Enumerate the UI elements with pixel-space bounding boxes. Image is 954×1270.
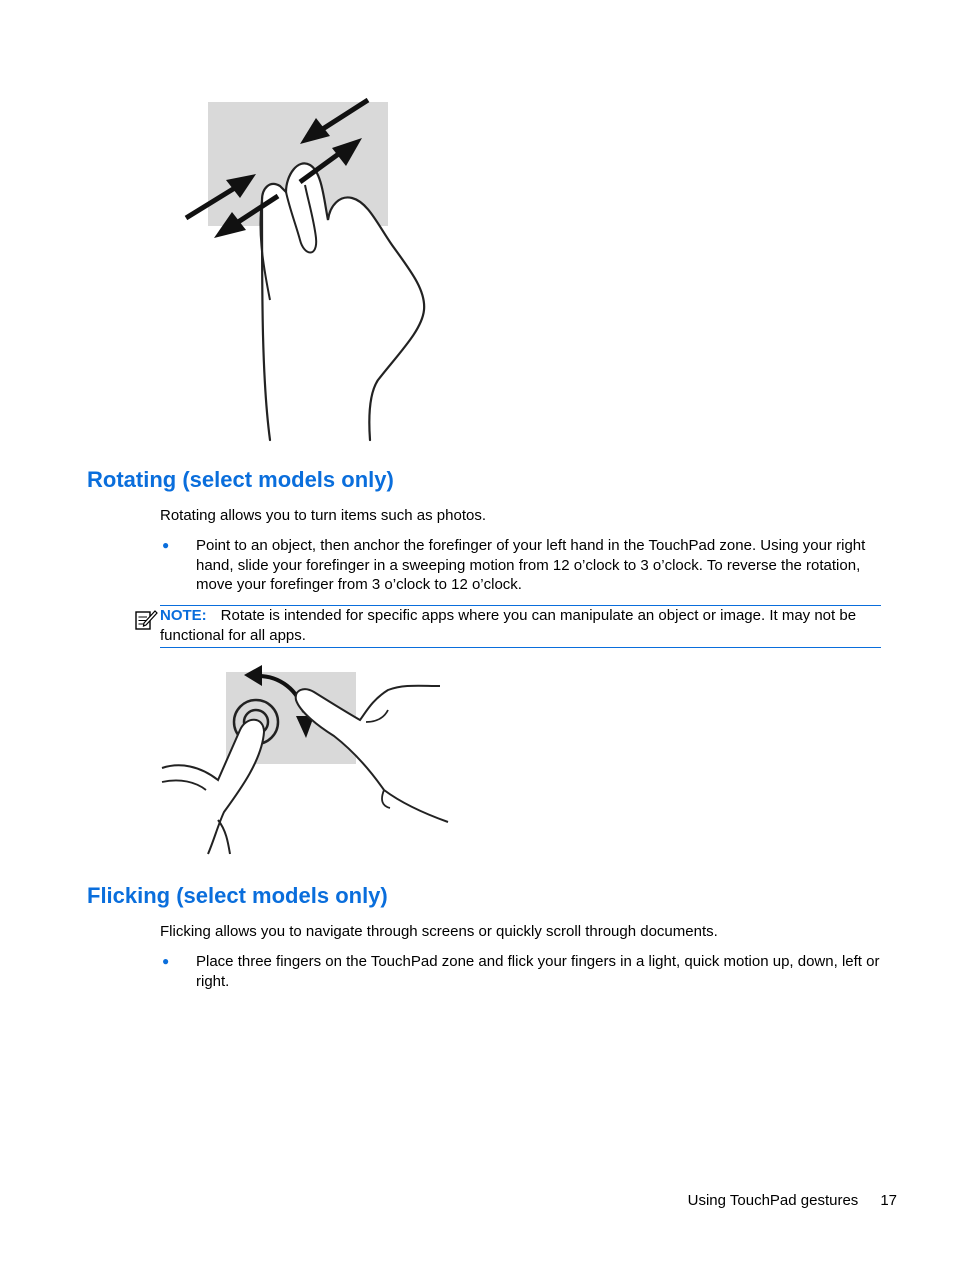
hand-outline <box>262 163 424 440</box>
pinch-zoom-gesture-illustration <box>180 95 440 445</box>
list-item <box>160 536 882 595</box>
note-label: NOTE: <box>160 607 207 624</box>
note-pencil-icon <box>134 608 158 632</box>
note-text: Rotate is intended for specific apps where you can manipulate an object or image. It may not be functional for all apps. <box>160 607 857 644</box>
bullet-icon: ● <box>162 954 170 968</box>
section-heading-rotating: Rotating (select models only) <box>87 467 394 492</box>
note-box <box>160 605 881 648</box>
rotating-intro: Rotating allows you to turn items such as photos. <box>160 507 487 524</box>
flicking-bullet-text: Place three fingers on the TouchPad zone and flick your fingers in a light, quick motion up, down, left or right. <box>196 953 880 990</box>
bullet-icon: ● <box>162 538 170 552</box>
rotate-gesture-illustration <box>158 660 453 858</box>
flicking-intro: Flicking allows you to navigate through screens or quickly scroll through documents. <box>160 923 718 940</box>
left-hand-finger <box>162 720 264 854</box>
footer-title: Using TouchPad gestures <box>687 1192 859 1209</box>
page-footer <box>688 1191 897 1211</box>
rotating-bullet-text: Point to an object, then anchor the forefinger of your left hand in the TouchPad zone. Using your right hand, slide your forefinger in a sweeping motion from 12 o’clock to 3 o’clock. To reverse the rotation, move your forefinger from 3 o’clock to 12 o’clock. <box>196 537 866 593</box>
list-item <box>160 952 882 991</box>
page-number: 17 <box>880 1192 897 1209</box>
section-heading-flicking: Flicking (select models only) <box>87 883 388 908</box>
